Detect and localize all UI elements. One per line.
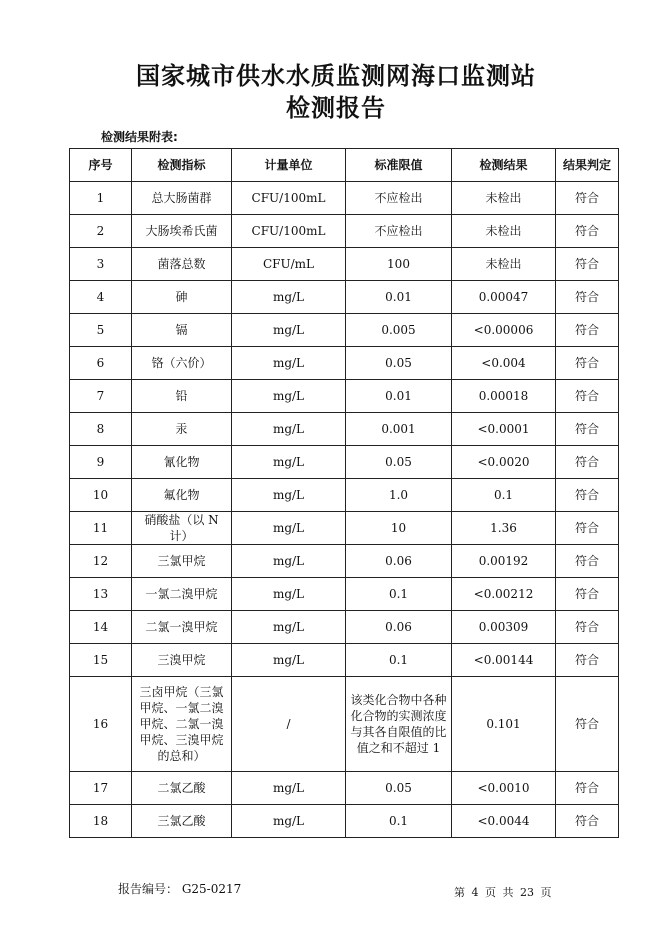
table-caption: 检测结果附表: [101,130,178,144]
cell-limit: 1.0 [346,479,452,512]
cell-item: 大肠埃希氏菌 [132,215,232,248]
cell-no: 13 [70,578,132,611]
cell-result: 0.00309 [452,611,556,644]
cell-item: 三氯甲烷 [132,545,232,578]
table-row [70,380,619,413]
cell-item: 三氯乙酸 [132,805,232,838]
cell-limit: 该类化合物中各种化合物的实测浓度与其各自限值的比值之和不超过 1 [346,677,452,772]
table-row [70,215,619,248]
cell-no: 7 [70,380,132,413]
cell-limit: 0.05 [346,772,452,805]
cell-verdict: 符合 [556,215,619,248]
cell-limit: 0.1 [346,578,452,611]
cell-unit: CFU/mL [232,248,346,281]
table-row [70,413,619,446]
col-header-limit: 标准限值 [346,149,452,182]
cell-result: 0.1 [452,479,556,512]
cell-item: 铅 [132,380,232,413]
cell-verdict: 符合 [556,512,619,545]
cell-item: 硝酸盐（以 N 计） [132,512,232,545]
cell-item: 二氯一溴甲烷 [132,611,232,644]
cell-item: 一氯二溴甲烷 [132,578,232,611]
cell-result: 0.101 [452,677,556,772]
cell-no: 8 [70,413,132,446]
cell-verdict: 符合 [556,248,619,281]
cell-limit: 不应检出 [346,215,452,248]
table-row [70,479,619,512]
cell-limit: 10 [346,512,452,545]
cell-verdict: 符合 [556,611,619,644]
table-row [70,805,619,838]
col-header-no: 序号 [70,149,132,182]
cell-no: 14 [70,611,132,644]
cell-no: 9 [70,446,132,479]
cell-limit: 0.06 [346,611,452,644]
cell-no: 4 [70,281,132,314]
cell-item: 菌落总数 [132,248,232,281]
cell-no: 5 [70,314,132,347]
page-number: 第 4 页 共 23 页 [454,886,552,899]
cell-unit: mg/L [232,805,346,838]
table-row [70,281,619,314]
cell-verdict: 符合 [556,446,619,479]
report-subtitle: 检测报告 [286,93,386,122]
table-row [70,314,619,347]
cell-no: 12 [70,545,132,578]
report-number: 报告编号： G25-0217 [118,882,242,896]
cell-verdict: 符合 [556,182,619,215]
cell-limit: 0.06 [346,545,452,578]
cell-unit: mg/L [232,545,346,578]
cell-item: 总大肠菌群 [132,182,232,215]
cell-verdict: 符合 [556,413,619,446]
table-row [70,644,619,677]
cell-unit: mg/L [232,446,346,479]
cell-verdict: 符合 [556,380,619,413]
cell-result: 未检出 [452,182,556,215]
report-title: 国家城市供水水质监测网海口监测站 [136,61,536,90]
col-header-unit: 计量单位 [232,149,346,182]
table-row [70,772,619,805]
cell-unit: mg/L [232,413,346,446]
col-header-item: 检测指标 [132,149,232,182]
cell-item: 砷 [132,281,232,314]
cell-result: 1.36 [452,512,556,545]
cell-limit: 0.005 [346,314,452,347]
cell-result: <0.00212 [452,578,556,611]
cell-no: 18 [70,805,132,838]
cell-result: <0.0001 [452,413,556,446]
cell-verdict: 符合 [556,578,619,611]
cell-no: 16 [70,677,132,772]
cell-unit: mg/L [232,644,346,677]
cell-limit: 0.05 [346,347,452,380]
table-row [70,446,619,479]
cell-no: 3 [70,248,132,281]
table-row [70,182,619,215]
cell-no: 15 [70,644,132,677]
cell-result: <0.0020 [452,446,556,479]
cell-limit: 0.1 [346,805,452,838]
cell-unit: CFU/100mL [232,215,346,248]
cell-unit: mg/L [232,611,346,644]
results-table [69,148,619,838]
cell-item: 铬（六价） [132,347,232,380]
cell-limit: 0.05 [346,446,452,479]
cell-item: 镉 [132,314,232,347]
cell-item: 汞 [132,413,232,446]
table-row [70,677,619,772]
cell-result: <0.0044 [452,805,556,838]
col-header-verdict: 结果判定 [556,149,619,182]
cell-limit: 0.01 [346,380,452,413]
cell-limit: 100 [346,248,452,281]
table-row [70,347,619,380]
cell-no: 17 [70,772,132,805]
cell-verdict: 符合 [556,545,619,578]
cell-verdict: 符合 [556,314,619,347]
cell-verdict: 符合 [556,772,619,805]
cell-verdict: 符合 [556,479,619,512]
cell-result: 未检出 [452,215,556,248]
cell-result: 0.00047 [452,281,556,314]
cell-result: <0.004 [452,347,556,380]
cell-unit: mg/L [232,281,346,314]
cell-no: 10 [70,479,132,512]
cell-result: 未检出 [452,248,556,281]
cell-unit: CFU/100mL [232,182,346,215]
col-header-result: 检测结果 [452,149,556,182]
table-row [70,545,619,578]
cell-limit: 0.01 [346,281,452,314]
cell-no: 2 [70,215,132,248]
cell-item: 氟化物 [132,479,232,512]
cell-no: 11 [70,512,132,545]
table-row [70,248,619,281]
cell-verdict: 符合 [556,677,619,772]
cell-result: <0.00006 [452,314,556,347]
cell-verdict: 符合 [556,644,619,677]
cell-result: <0.00144 [452,644,556,677]
cell-no: 1 [70,182,132,215]
cell-no: 6 [70,347,132,380]
cell-unit: mg/L [232,314,346,347]
cell-limit: 不应检出 [346,182,452,215]
cell-unit: mg/L [232,479,346,512]
cell-unit: mg/L [232,772,346,805]
cell-unit: mg/L [232,380,346,413]
cell-item: 氰化物 [132,446,232,479]
table-body [70,182,619,838]
cell-verdict: 符合 [556,805,619,838]
cell-limit: 0.001 [346,413,452,446]
table-row [70,512,619,545]
cell-unit: mg/L [232,347,346,380]
cell-result: <0.0010 [452,772,556,805]
cell-unit: mg/L [232,512,346,545]
cell-unit: mg/L [232,578,346,611]
cell-unit: / [232,677,346,772]
table-header-row [70,149,619,182]
cell-item: 三溴甲烷 [132,644,232,677]
table-row [70,578,619,611]
cell-item: 二氯乙酸 [132,772,232,805]
cell-result: 0.00018 [452,380,556,413]
cell-verdict: 符合 [556,281,619,314]
table-row [70,611,619,644]
cell-limit: 0.1 [346,644,452,677]
cell-item: 三卤甲烷（三氯甲烷、一氯二溴甲烷、二氯一溴甲烷、三溴甲烷的总和） [132,677,232,772]
cell-verdict: 符合 [556,347,619,380]
cell-result: 0.00192 [452,545,556,578]
